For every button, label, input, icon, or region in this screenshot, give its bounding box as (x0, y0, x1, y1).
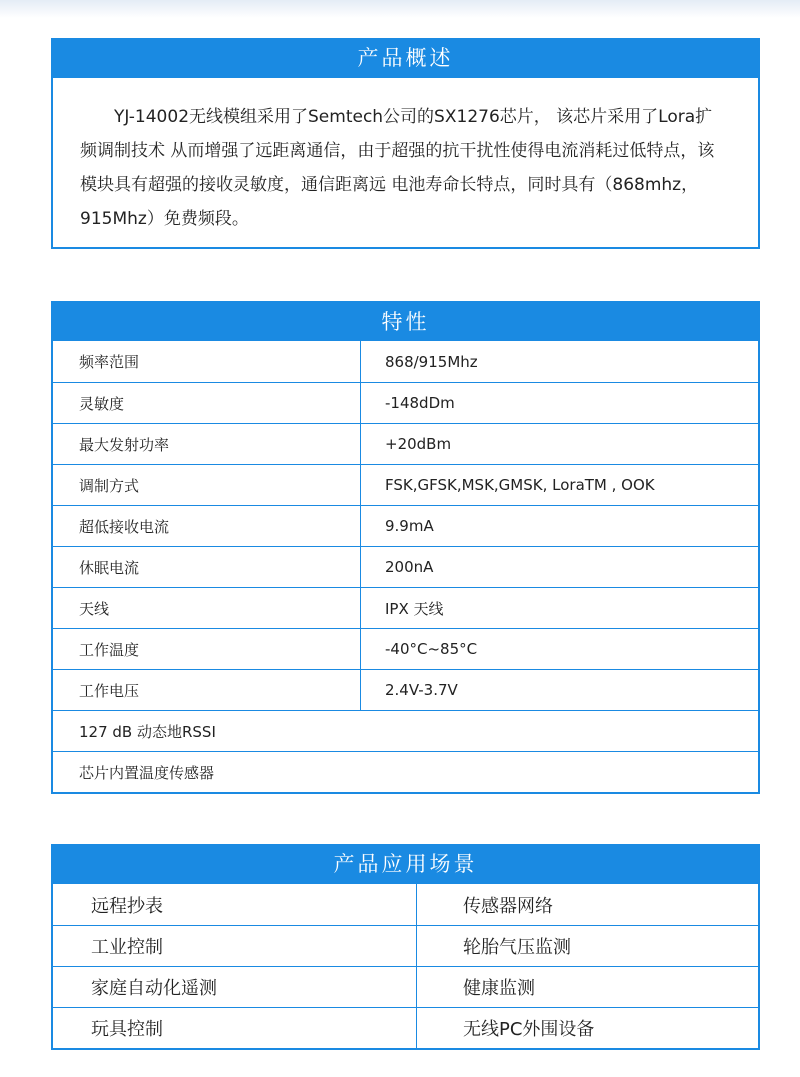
feature-row (53, 382, 758, 423)
features-header: 特性 (51, 301, 760, 341)
feature-label: 最大发射功率 (53, 424, 361, 464)
feature-label: 调制方式 (53, 465, 361, 505)
application-item: 健康监测 (463, 978, 535, 999)
feature-value: 2.4V-3.7V (385, 681, 458, 699)
application-row (53, 925, 758, 966)
feature-value: -148dDm (385, 394, 455, 412)
feature-label: 天线 (53, 588, 361, 628)
feature-label: 超低接收电流 (53, 506, 361, 546)
feature-value: 868/915Mhz (385, 352, 478, 371)
features-table (51, 341, 760, 794)
application-item: 工业控制 (53, 926, 417, 966)
application-item: 无线PC外围设备 (463, 1019, 595, 1040)
feature-row (53, 669, 758, 710)
feature-value: +20dBm (385, 435, 452, 453)
feature-row (53, 628, 758, 669)
feature-row (53, 464, 758, 505)
feature-label: 工作电压 (53, 670, 361, 710)
feature-row (53, 587, 758, 628)
feature-full-text: 芯片内置温度传感器 (79, 763, 215, 782)
feature-row-full (53, 751, 758, 792)
feature-row-full (53, 710, 758, 751)
application-item: 远程抄表 (53, 884, 417, 925)
feature-value: 200nA (385, 558, 434, 576)
feature-row (53, 505, 758, 546)
feature-label: 灵敏度 (53, 383, 361, 423)
product-overview-text: YJ-14002无线模组采用了Semtech公司的SX1276芯片， 该芯片采用了Lora扩频调制技术 从而增强了远距离通信，由于超强的抗干扰性使得电流消耗过低特点，该模块具有超强的接收灵敏度，通信距离远 电池寿命长特点，同时具有（868mhz，915Mhz）免费频段。 (51, 78, 760, 249)
application-row (53, 884, 758, 925)
product-overview-section (51, 38, 760, 249)
application-item: 玩具控制 (53, 1008, 417, 1048)
feature-full-text: 127 dB 动态地RSSI (79, 722, 216, 741)
applications-table (51, 884, 760, 1050)
feature-row (53, 423, 758, 464)
feature-label: 工作温度 (53, 629, 361, 669)
feature-value: 9.9mA (385, 517, 434, 535)
applications-header: 产品应用场景 (51, 844, 760, 884)
feature-row (53, 341, 758, 382)
feature-value: FSK,GFSK,MSK,GMSK, LoraTM , OOK (385, 476, 655, 494)
product-overview-header: 产品概述 (51, 38, 760, 78)
feature-label: 频率范围 (53, 341, 361, 382)
feature-value: IPX 天线 (385, 599, 444, 618)
feature-row (53, 546, 758, 587)
application-item: 轮胎气压监测 (463, 937, 571, 958)
feature-value: -40°C~85°C (385, 640, 478, 658)
features-section (51, 301, 760, 794)
application-item: 传感器网络 (463, 895, 553, 917)
applications-section (51, 844, 760, 1050)
application-row (53, 1007, 758, 1048)
feature-label: 休眠电流 (53, 547, 361, 587)
application-item: 家庭自动化遥测 (53, 967, 417, 1007)
application-row (53, 966, 758, 1007)
top-gradient-strip (0, 0, 800, 18)
